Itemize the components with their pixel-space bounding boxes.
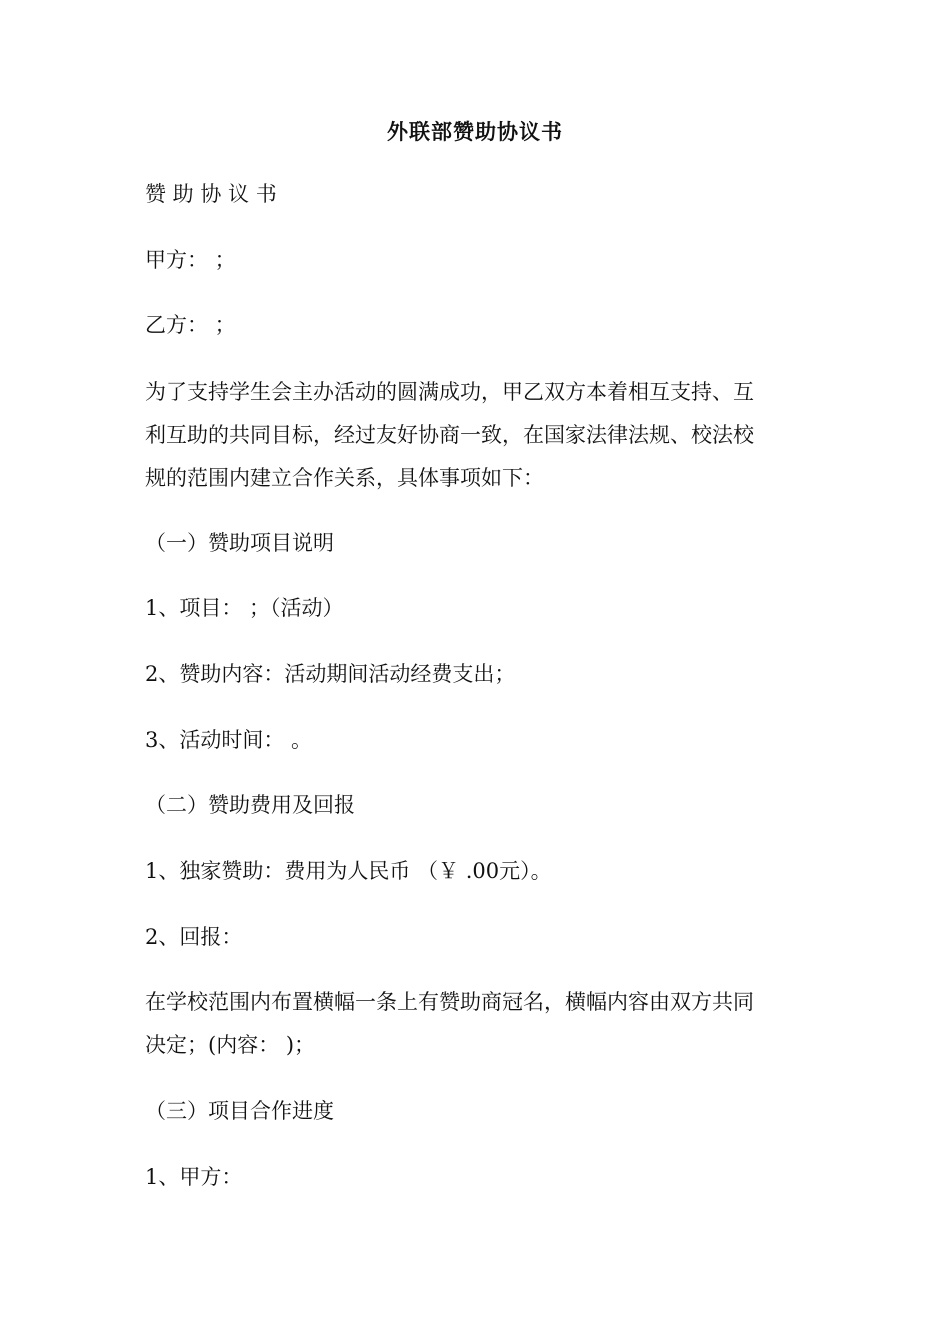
intro-paragraph-line-1: 为了支持学生会主办活动的圆满成功，甲乙双方本着相互支持、互 [145,380,754,404]
section-2-heading: （二）赞助费用及回报 [145,793,355,817]
section-3-item-1: 1、甲方： [145,1165,243,1189]
section-1-heading: （一）赞助项目说明 [145,531,334,555]
section-2-item-2: 2、回报： [145,925,243,949]
party-b-line: 乙方： ； [145,313,236,337]
document-title: 外联部赞助协议书 [387,119,563,144]
section-2-item-1: 1、独家赞助：费用为人民币 （￥ .00元）。 [145,859,552,883]
section-1-item-3: 3、活动时间： 。 [145,728,313,752]
section-1-item-1: 1、项目： ；（活动） [145,596,344,620]
section-1-item-2: 2、赞助内容：活动期间活动经费支出； [145,662,516,686]
agreement-heading: 赞 助 协 议 书 [145,182,277,206]
section-2-paragraph-line-2: 决定；(内容： )； [145,1033,316,1057]
intro-paragraph-line-3: 规的范围内建立合作关系，具体事项如下： [145,466,544,490]
section-2-paragraph-line-1: 在学校范围内布置横幅一条上有赞助商冠名，横幅内容由双方共同 [145,990,754,1014]
section-3-heading: （三）项目合作进度 [145,1099,334,1123]
party-a-line: 甲方： ； [145,248,236,272]
intro-paragraph-line-2: 利互助的共同目标，经过友好协商一致，在国家法律法规、校法校 [145,423,754,447]
